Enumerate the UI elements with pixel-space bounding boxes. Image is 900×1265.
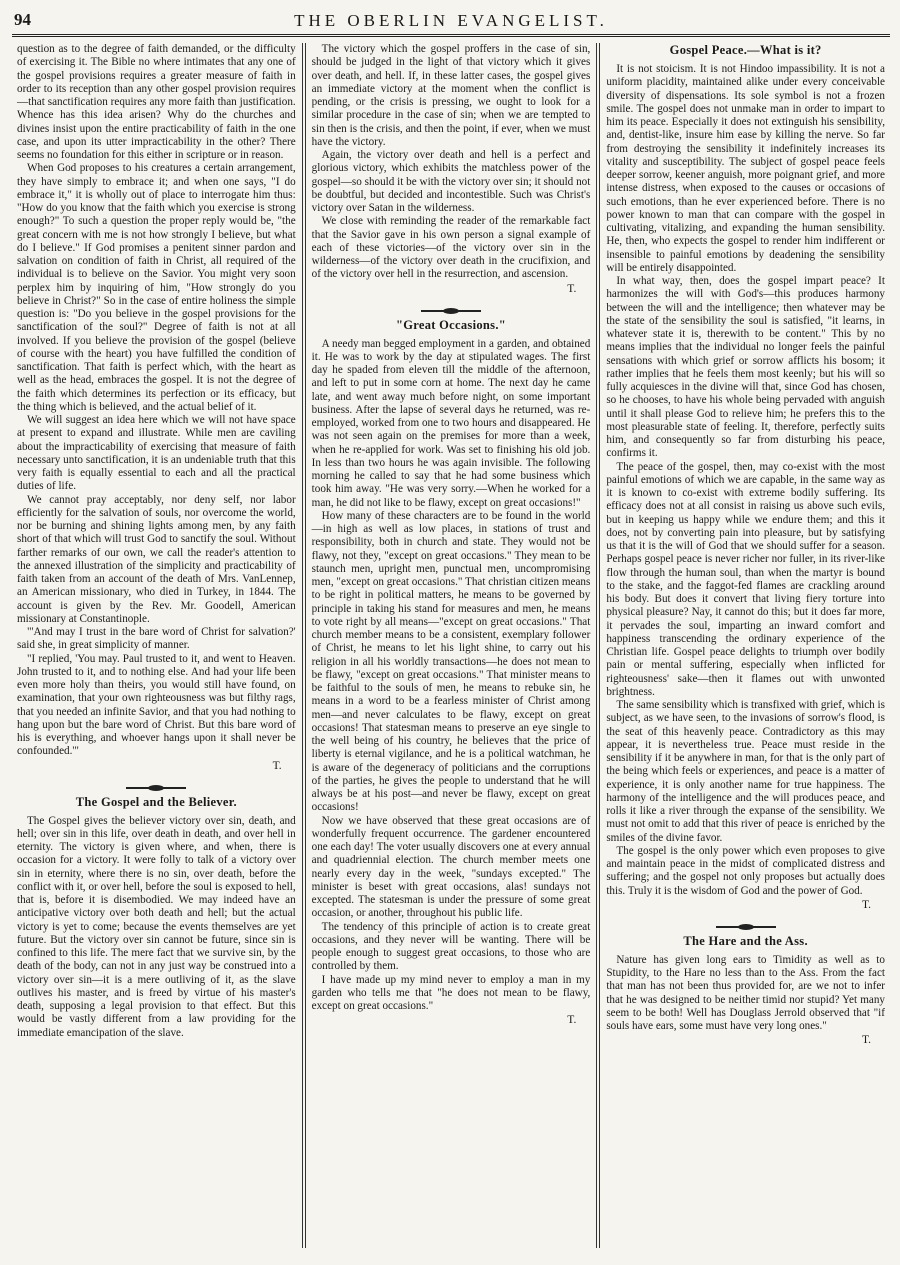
paragraph: The tendency of this principle of action is to create great occasions, and they never will be wanting. There will be people enough to suggest great occasions, to those who are controlled by them. (311, 920, 591, 973)
article-title: The Gospel and the Believer. (75, 794, 237, 809)
paragraph: Now we have observed that these great occasions are of wonderfully frequent occurrence. The gardener encountered one each day! The voter usually discovers one at every annual and quadriennial election. The church member meets one nearly every day in the week, "sundays excepted." The minister is beset with great occasions, alas! sundays not excepted. The statesman is under the pressure of some great occasion, or another, throughout his public life. (311, 814, 591, 920)
column-2 (307, 43, 596, 1248)
paragraph: The same sensibility which is transfixed with grief, which is subject, as we have seen, to the invasions of sorrow's flood, is the seat of this heavenly peace. Contradictory as this may appear, it is nevertheless true. Peace must reside in the sensibility if it be anywhere in man, for that is the only part of the being which feels or experiences, and peace is a matter of experience, it is only another name for true happiness. The harmony of the intelligence and the will produces peace, and rolls it like a river through the expanse of the sensibility. We must not omit to add that this river of peace is enriched by the smiles of the divine favor. (606, 699, 885, 844)
signature: T. (861, 1034, 871, 1047)
paragraph: We close with reminding the reader of the remarkable fact that the Savior gave in his own person a signal example of each of these victories—of the victory over sin in the wilderness—of the victory over death in the crucifixion, and of the victory over hell in the resurrection, and ascension. (311, 215, 591, 281)
paragraph: question as to the degree of faith demanded, or the difficulty of exercising it. The Bible no where intimates that any one of the gospel provisions requires a greater measure of faith in order to its reception than any other gospel provision requires—that sanctification requires any more faith than justification. Whence has this idea arisen? Why do the churches and divines insist upon the entire practicability of faith in the one case, and upon its utter impracticability in the other? There seems no foundation for this either in scripture or in reason. (17, 43, 296, 161)
paragraph: In what way, then, does the gospel impart peace? It harmonizes the will with God's—this produces harmony between the will and the intelligence; then whatever may be the state of the sensibility the soul is satisfied, "it learns, in whatever state it is, therewith to be content." This by no means implies that the individual no longer feels the painful sensations with which grief or sorrow afflicts his bosom; it rather implies that he feels them most keenly; but his will so fully acquiesces in the divine will that, since God has chosen, so he chooses, to have his whole being pervaded with anguish until it shall please God to relieve him; he prefers this to the most pleasurable state of feeling. It, therefore, perfectly suits him, and consequently so far from disturbing his peace, confirms it. (606, 275, 885, 460)
page-header (12, 8, 890, 37)
paragraph: It is not stoicism. It is not Hindoo impassibility. It is not a uniform placidity, maintained alike under every conceivable diversity of dispensations. Its sole symbol is not a frozen smile. The gospel does not unmake man in order to impart to him its peace. Especially it does not extinguish his sensibility, and, dentist-like, insure him ease by killing the nerve. So far from destroying the sensibility it indefinitely increases its vitality and susceptibility. The subject of gospel peace feels deeper sorrow, keener anguish, more poignant grief, and more intense distress, when exposed to the causes or occasions of such emotions, than he ever experienced before. There is no power known to man that can compare with the gospel in cultivating, vitalizing, and expanding the human sensibility. He, then, who expects the gospel to render him indifferent or insensible to painful emotions by deadening the sensibility will be entirely disappointed. (606, 63, 885, 274)
paragraph: When God proposes to his creatures a certain arrangement, they have simply to embrace it; and when one says, "I do embrace it," it is wholly out of place to interrogate him thus: "How do you know that the faith which you exercise is strong enough?" To such a question the proper reply would be, "the great concern with me is not how strongly I believe, but what do I believe." If God promises a penitent sinner pardon and salvation on condition of faith in Christ, all required of the individual is to believe on the Savior. You might very soon perplex him by inquiring of him, "How strongly do you believe in Christ?" So in the case of entire holiness the simple question is: "Do you believe in the gospel provisions for the sanctification of the soul?" Degree of faith is not at all involved. If you believe the provision of the gospel (believe of course with the heart) you have fulfilled the condition of sanctification. That faith is perfect which, with the heart as well as the head, embraces the gospel. It is not the degree of the faith which determines its perfection or its efficacy, but the thing which is believed, and the actual belief of it. (17, 162, 296, 413)
columns (12, 43, 890, 1248)
paragraph: How many of these characters are to be found in the world—in high as well as low places, in stations of trust and responsibility, both in church and state. They would not be flawy, not they, "except on great occasions." They mean to be staunch men, upright men, punctual men, uncompromising men, "except on great occasions." That christian citizen means to be right in political matters, he means to be governed by principle in taking his stand for measures and men, he means to vote right by all means—"except on great occasions." That church member means to be a consistent, exemplary follower of Christ, he means to let his light shine, to carry out his religion in all his worldly transactions—he does not mean to be flawy, "except on great occasions." That minister means to be faithful to the souls of men, he means to rebuke sin, he means in a word to be a fearless minister of Christ among men—and never calculates to be flawy, except on great occasions! That statesman means to preserve an eye single to the well being of his country, he believes that the price of liberty is eternal vigilance, and he is a political watchman, he is aware of the degeneracy of politicians and the corruptions of the parties, he gives the people to understand that he will always be at his post—and never be flawy, except on great occasions! (311, 509, 591, 814)
signature: T. (567, 282, 577, 295)
separator-ornament (606, 926, 885, 928)
column-3 (601, 43, 890, 1248)
separator-ornament (17, 787, 296, 789)
masthead-title: THE OBERLIN EVANGELIST. (294, 11, 608, 30)
signature: T. (567, 1014, 577, 1027)
paragraph: We cannot pray acceptably, nor deny self, nor labor efficiently for the salvation of souls, nor overcome the world, nor be burning and shining lights among men, by any faith short of that which will trust God to sanctify the soul. Without farther remarks of our own, we call the reader's attention to the annexed illustration of the simplicity and practicability of faith taken from an account of the death of Mrs. VanLennep, an American missionary, who died in Turkey, in 1844. The account is given by the Rev. Mr. Goodell, American missionary at Constantinople. (17, 493, 296, 625)
column-divider (302, 43, 306, 1248)
article-title: The Hare and the Ass. (683, 933, 808, 948)
paragraph: The victory which the gospel proffers in the case of sin, should be judged in the light of that victory which it gives over death, and hell. If, in these latter cases, the gospel gives an immediate victory at the moment when the conflict is pending, or the crisis is pressing, we ought to look for a similar procedure in the case of sin; when we are tempted to sin then is the crisis, and then the point, if ever, when we must have the victory. (311, 43, 591, 148)
page-number: 94 (14, 10, 31, 29)
signature: T. (861, 898, 871, 911)
column-divider (596, 43, 600, 1248)
paragraph: The gospel is the only power which even proposes to give and maintain peace in the midst of complicated distress and suffering; and the gospel not only proposes but actually does this. Truly it is the wisdom of God and the power of God. (606, 844, 885, 897)
paragraph: "I replied, 'You may. Paul trusted to it, and went to Heaven. John trusted to it, and to nothing else. And had your life been even more holy than theirs, you would still have found, on examination, that your own righteousness was but filthy rags, that you needed an infinite Savior, and that you had nothing to hang upon but the bare word of Christ. But this bare word of his is everything, and whoever hangs upon it shall never be confounded.'" (17, 652, 296, 758)
article-title: Gospel Peace.—What is it? (669, 43, 822, 57)
signature: T. (272, 759, 282, 772)
paragraph: The peace of the gospel, then, may co-exist with the most painful emotions of which we are capable, in the same way as it is known to co-exist with extreme bodily suffering. Its efficacy does not at all consist in raising us above such evils, but in keeping us happy while we endure them; and this it does, not by converting pain into pleasure, but by satisfying us that it is the will of God that we should suffer for a season. Perhaps gospel peace is never richer nor fuller, in its river-like flow through the human soul, than when the martyr is bound to the stake, and the faggot-fed flames are crackling around his body. But does it convert that living fiery torture into physical pleasure? Nay, it cannot do this; but it does far more, it pervades the soul, imparting an inward comfort and happiness transcending the ordinary experience of the Christian life. Gospel peace delights to triumph over bodily pain or mental suffering, especially when inflicted for righteousness' sake—then it flames out with unwonted brightness. (606, 460, 885, 698)
paragraph: A needy man begged employment in a garden, and obtained it. He was to work by the day at stipulated wages. The first day he spaded from eleven till the middle of the afternoon, and left to put in some corn at home. The next day he came late, and went away much before night, on some important business. After the lapse of several days he returned, was re-employed, worked from one to two hours and disappeared. He was not seen again on the premises for more than a week, when he re-applied for work. Was set to finishing his old job. In less than two hours he was again invisible. The following morning he called to say that he had some business which took him away. "He was very sorry.—When he worked for a man, he did not like to be flawy, except on great occasions!" (311, 337, 591, 509)
paragraph: "'And may I trust in the bare word of Christ for salvation?' said she, in great simplicity of manner. (17, 626, 296, 652)
paragraph: I have made up my mind never to employ a man in my garden who tells me that "he does not mean to be flawy, except on great occasions." (311, 973, 591, 1012)
paragraph: We will suggest an idea here which we will not have space at present to expand and illustrate. While men are caviling about the impracticability of exercising that measure of faith necessary unto sanctification, it is an undeniable truth that this very faith is equally essential to each and all the practical duties of life. (17, 414, 296, 493)
paragraph: Nature has given long ears to Timidity as well as to Stupidity, to the Hare no less than to the Ass. From the fact that man has not been thus provided for, are we not to infer that he was designed to be neither timid nor stupid? Yet many seem to be both! Well has Douglass Jerrold observed that "if souls have ears, some must have very long ones." (606, 953, 885, 1032)
paragraph: The Gospel gives the believer victory over sin, death, and hell; over sin in this life, over death in death, and over hell in eternity. The victory is given where, and when, there is occasion for a victory. It were folly to talk of a victory over sin in eternity, where there is no sin, over death, before the conflict with it, or over hell, before the soul is exposed to hell, that is, before it is disembodied. We may indeed have an anticipative victory over both death and hell; but the actual victory is yet to come; because the events themselves are yet future. But the victory over sin cannot be future, since sin is confined to this life. The mere fact that we survive sin, by the death of the body, can not in any just way be construed into a victory over sin—it is a mere outliving of it, as the slave outlives his master, and is freed by virtue of his master's death, supposing a legal provision to that effect. But this would be vastly different from a law providing for the immediate emancipation of the slave. (17, 814, 296, 1039)
separator-ornament (312, 310, 591, 312)
article-title: "Great Occasions." (395, 317, 506, 332)
paragraph: Again, the victory over death and hell is a perfect and glorious victory, which exhibits the matchless power of the gospel—so should it be with the victory over sin; it should not be doubtful, but decided and incontestible. Such was Christ's victory over Satan in the wilderness. (311, 149, 591, 214)
column-1 (12, 43, 301, 1248)
